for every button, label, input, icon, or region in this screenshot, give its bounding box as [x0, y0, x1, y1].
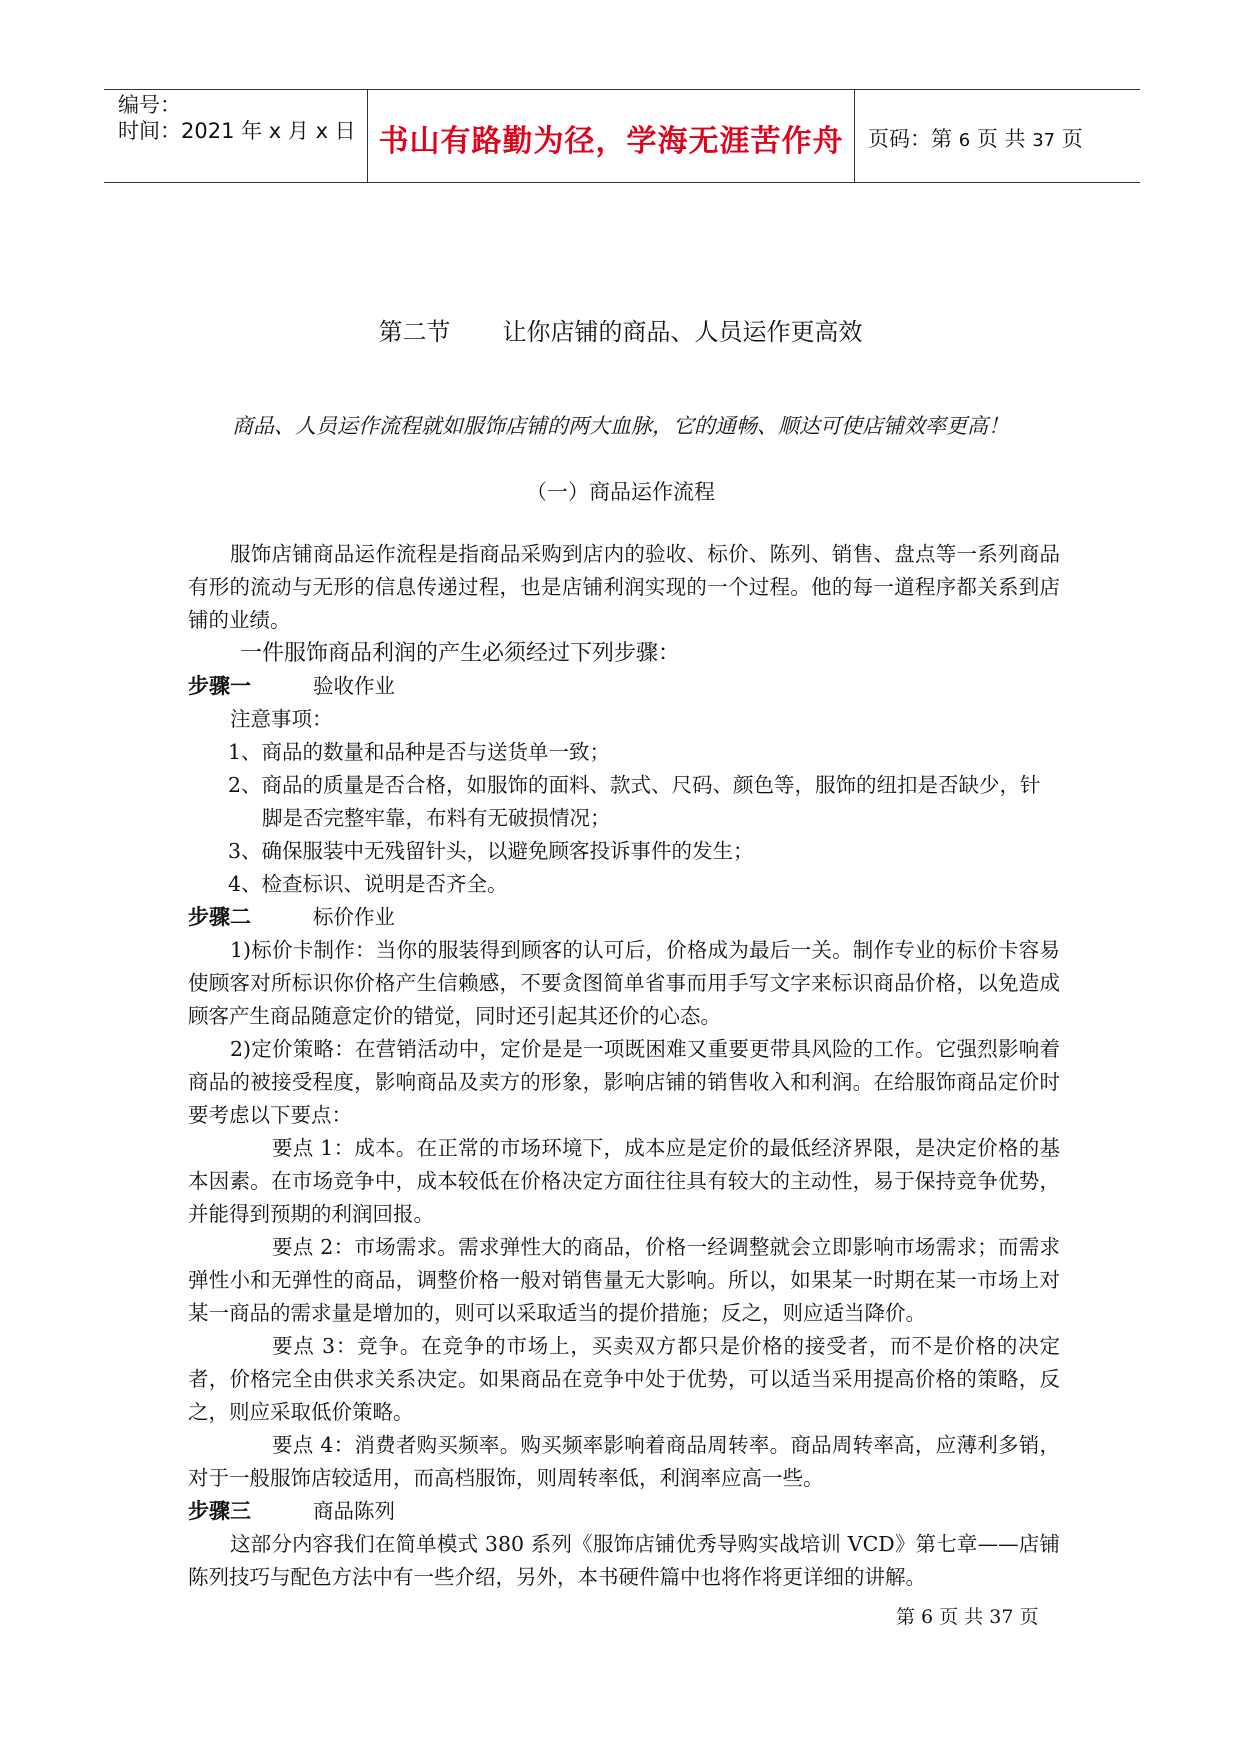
- header-motto: 书山有路勤为径，学海无涯苦作舟: [378, 124, 844, 159]
- notes-label: 注意事项：: [230, 707, 333, 731]
- page-suffix: 页: [1061, 127, 1083, 151]
- section-title: [0, 312, 1241, 347]
- body-text: [188, 538, 1060, 1594]
- point-paragraph: 要点 1：成本。在正常的市场环境下，成本应是定价的最低经济界限，是决定价格的基本因素。在市场竞争中，成本较低在价格决定方面往往具有较大的主动性，易于保持竞争优势，并能得到预期的利润回报。: [188, 1136, 1060, 1226]
- paragraph: 这部分内容我们在简单模式 380 系列《服饰店铺优秀导购实战培训 VCD》第七章——店铺陈列技巧与配色方法中有一些介绍，另外，本书硬件篇中也将作将更详细的讲解。: [188, 1532, 1060, 1589]
- step-label: 步骤三: [188, 1499, 251, 1523]
- sub-heading: （一）商品运作流程: [526, 480, 715, 504]
- page-number: 6: [958, 130, 971, 151]
- step-label: 步骤二: [188, 905, 251, 929]
- note-item: 4、检查标识、说明是否齐全。: [228, 872, 508, 896]
- point-paragraph: 要点 3：竞争。在竞争的市场上，买卖双方都只是价格的接受者，而不是价格的决定者，价格完全由供求关系决定。如果商品在竞争中处于优势，可以适当采用提高价格的策略，反之，则应采取低价策略。: [188, 1334, 1060, 1424]
- lead-sentence: 商品、人员运作流程就如服饰店铺的两大血脉，它的通畅、顺达可使店铺效率更高！: [232, 414, 1009, 438]
- section-heading: 让你店铺的商品、人员运作更高效: [502, 318, 863, 346]
- page-total: 37: [1032, 130, 1056, 151]
- step-label: 步骤一: [188, 674, 251, 698]
- point-paragraph: 要点 2：市场需求。需求弹性大的商品，价格一经调整就会立即影响市场需求；而需求弹性小和无弹性的商品，调整价格一般对销售量无大影响。所以，如果某一时期在某一市场上对某一商品的需求量是增加的，则可以采取适当的提价措施；反之，则应适当降价。: [188, 1235, 1060, 1325]
- point-paragraph: 要点 4：消费者购买频率。购买频率影响着商品周转率。商品周转率高，应薄利多销，对于一般服饰店较适用，而高档服饰，则周转率低，利润率应高一些。: [188, 1433, 1060, 1490]
- page-mid: 页 共: [976, 127, 1026, 151]
- time-line: [118, 118, 368, 144]
- header-divider: [854, 90, 855, 182]
- serial-label: 编号：: [118, 93, 181, 117]
- page-header: [104, 89, 1140, 183]
- paragraph: 2)定价策略：在营销活动中，定价是是一项既困难又重要更带具风险的工作。它强烈影响着商品的被接受程度，影响商品及卖方的形象，影响店铺的销售收入和利润。在给服饰商品定价时要考虑以下要点：: [188, 1037, 1060, 1127]
- step-heading: [188, 901, 1060, 934]
- step-title: 商品陈列: [313, 1499, 395, 1523]
- note-item: 2、商品的质量是否合格，如服饰的面料、款式、尺码、颜色等，服饰的纽扣是否缺少，针脚是否完整牢靠，布料有无破损情况；: [228, 773, 1041, 830]
- page-prefix: 页码：第: [868, 127, 952, 151]
- step-heading: [188, 670, 1060, 703]
- page-footer: 第 6 页 共 37 页: [896, 1606, 1039, 1628]
- paragraph: 1)标价卡制作：当你的服装得到顾客的认可后，价格成为最后一关。制作专业的标价卡容易使顾客对所标识你价格产生信赖感，不要贪图简单省事而用手写文字来标识商品价格，以免造成顾客产生商品随意定价的错觉，同时还引起其还价的心态。: [188, 938, 1060, 1028]
- step-title: 标价作业: [313, 905, 395, 929]
- header-meta: [118, 92, 368, 144]
- header-page-info: [868, 123, 1083, 153]
- section-number: 第二节: [378, 318, 451, 346]
- step-title: 验收作业: [313, 674, 395, 698]
- key-line: 一件服饰商品利润的产生必须经过下列步骤：: [240, 641, 681, 666]
- step-heading: [188, 1495, 1060, 1528]
- note-item: 1、商品的数量和品种是否与送货单一致；: [228, 740, 611, 764]
- time-label: 时间：: [118, 119, 181, 143]
- note-item: 3、确保服装中无残留针头，以避免顾客投诉事件的发生；: [228, 839, 754, 863]
- time-value: 2021 年 x 月 x 日: [181, 119, 356, 143]
- intro-paragraph: 服饰店铺商品运作流程是指商品采购到店内的验收、标价、陈列、销售、盘点等一系列商品有形的流动与无形的信息传递过程，也是店铺利润实现的一个过程。他的每一道程序都关系到店铺的业绩。: [188, 542, 1060, 632]
